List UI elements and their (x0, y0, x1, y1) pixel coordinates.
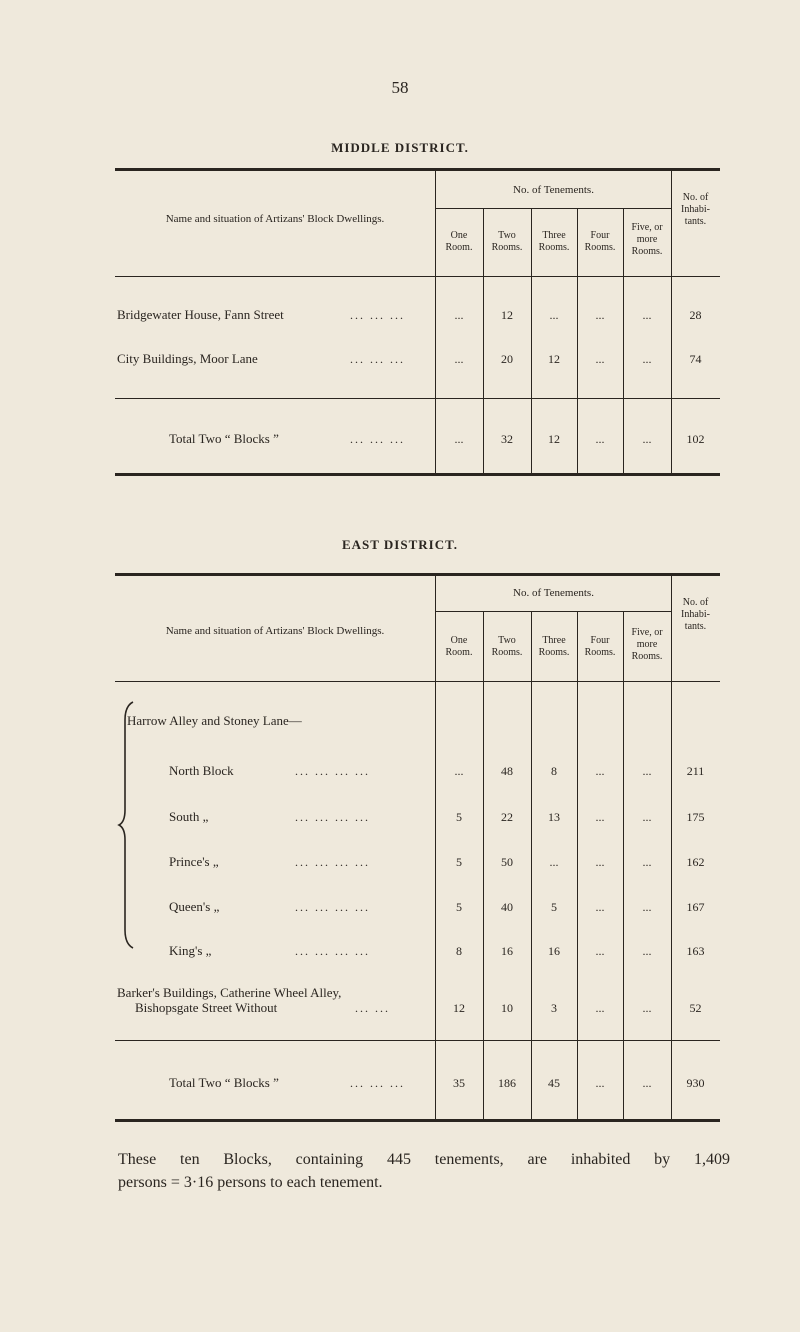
leader-dots: ... ... ... (350, 432, 405, 446)
table-bottom-rule (115, 1119, 720, 1122)
summary-line-2: persons = 3·16 persons to each tenement. (118, 1174, 383, 1191)
leader-dots: ... ... ... (350, 352, 405, 366)
cell-inhabitants: 162 (686, 855, 705, 869)
header-five-rooms: Five, or more Rooms. (631, 222, 663, 257)
total-four-rooms: ... (595, 432, 605, 446)
cell-four-rooms: ... (595, 810, 605, 824)
cell-two-rooms: 50 (501, 855, 513, 869)
cell-five-rooms: ... (642, 810, 652, 824)
cell-three-rooms: 16 (548, 944, 560, 958)
table-row-name: South „ (169, 809, 209, 824)
total-five-rooms: ... (642, 1076, 652, 1090)
table-row-name: Prince's „ (169, 854, 219, 869)
cell-four-rooms: ... (595, 1001, 605, 1015)
table-row-name: City Buildings, Moor Lane (117, 351, 258, 366)
header-three-rooms: Three Rooms. (538, 635, 570, 658)
cell-one-room: 5 (456, 810, 462, 824)
header-inhabitants: No. of Inhabi- tants. (681, 192, 710, 227)
header-one-room: One Room. (445, 635, 473, 658)
leader-dots: ... ... ... (350, 1076, 405, 1090)
cell-five-rooms: ... (642, 855, 652, 869)
table-row-name-continued: Bishopsgate Street Without (135, 1000, 278, 1015)
cell-three-rooms: 13 (548, 810, 560, 824)
cell-two-rooms: 12 (501, 308, 513, 322)
total-row-name: Total Two “ Blocks ” (169, 431, 279, 446)
east-district-table (115, 573, 720, 1125)
total-row-name: Total Two “ Blocks ” (169, 1075, 279, 1090)
cell-four-rooms: ... (595, 764, 605, 778)
cell-three-rooms: ... (549, 855, 559, 869)
cell-four-rooms: ... (595, 944, 605, 958)
table-row-name: Barker's Buildings, Catherine Wheel Alley, (117, 985, 342, 1000)
table-row-name: Queen's „ (169, 899, 220, 914)
cell-two-rooms: 40 (501, 900, 513, 914)
group-label: Harrow Alley and Stoney Lane— (127, 713, 302, 728)
table-row-name: North Block (169, 763, 234, 778)
header-four-rooms: Four Rooms. (584, 635, 616, 658)
middle-district-table (115, 168, 720, 480)
cell-five-rooms: ... (642, 900, 652, 914)
header-group-rule (435, 611, 671, 612)
cell-two-rooms: 10 (501, 1001, 513, 1015)
leader-dots: ... ... ... ... (295, 810, 370, 824)
total-rule (115, 398, 720, 399)
cell-three-rooms: 3 (551, 1001, 557, 1015)
cell-inhabitants: 167 (686, 900, 705, 914)
header-bottom-rule (115, 681, 720, 682)
total-three-rooms: 45 (548, 1076, 560, 1090)
header-four-rooms: Four Rooms. (584, 230, 616, 253)
cell-inhabitants: 163 (686, 944, 705, 958)
table-top-rule (115, 573, 720, 576)
cell-two-rooms: 20 (501, 352, 513, 366)
cell-five-rooms: ... (642, 352, 652, 366)
cell-one-room: 8 (456, 944, 462, 958)
total-four-rooms: ... (595, 1076, 605, 1090)
header-five-rooms: Five, or more Rooms. (631, 627, 663, 662)
cell-three-rooms: 8 (551, 764, 557, 778)
cell-one-room: ... (454, 352, 464, 366)
cell-one-room: 5 (456, 900, 462, 914)
total-inhabitants: 930 (686, 1076, 705, 1090)
table-row-name: King's „ (169, 943, 212, 958)
cell-three-rooms: 5 (551, 900, 557, 914)
leader-dots: ... ... ... ... (295, 855, 370, 869)
cell-two-rooms: 48 (501, 764, 513, 778)
summary-line-1: These ten Blocks, containing 445 tenements, are inhabited by 1,409 (118, 1151, 730, 1168)
total-two-rooms: 32 (501, 432, 513, 446)
header-name-column: Name and situation of Artizans' Block Dwellings. (165, 625, 385, 637)
total-one-room: 35 (453, 1076, 465, 1090)
total-inhabitants: 102 (686, 432, 705, 446)
table-top-rule (115, 168, 720, 171)
table-row-name: Bridgewater House, Fann Street (117, 307, 284, 322)
header-inhabitants: No. of Inhabi- tants. (681, 597, 710, 632)
middle-district-title: MIDDLE DISTRICT. (331, 140, 469, 155)
total-three-rooms: 12 (548, 432, 560, 446)
cell-four-rooms: ... (595, 352, 605, 366)
leader-dots: ... ... ... ... (295, 944, 370, 958)
header-group-rule (435, 208, 671, 209)
leader-dots: ... ... ... ... (295, 900, 370, 914)
total-one-room: ... (454, 432, 464, 446)
table-bottom-rule (115, 473, 720, 476)
cell-one-room: ... (454, 764, 464, 778)
cell-two-rooms: 22 (501, 810, 513, 824)
header-two-rooms: Two Rooms. (491, 230, 523, 253)
column-divider (671, 576, 672, 1119)
cell-four-rooms: ... (595, 855, 605, 869)
cell-four-rooms: ... (595, 308, 605, 322)
cell-one-room: ... (454, 308, 464, 322)
east-district-title: EAST DISTRICT. (341, 537, 459, 552)
total-rule (115, 1040, 720, 1041)
cell-two-rooms: 16 (501, 944, 513, 958)
cell-four-rooms: ... (595, 900, 605, 914)
cell-five-rooms: ... (642, 944, 652, 958)
cell-five-rooms: ... (642, 1001, 652, 1015)
cell-three-rooms: 12 (548, 352, 560, 366)
cell-inhabitants: 28 (689, 308, 702, 322)
cell-inhabitants: 211 (686, 764, 705, 778)
leader-dots: ... ... ... (350, 308, 405, 322)
header-bottom-rule (115, 276, 720, 277)
leader-dots: ... ... ... ... (295, 764, 370, 778)
cell-five-rooms: ... (642, 764, 652, 778)
header-three-rooms: Three Rooms. (538, 230, 570, 253)
cell-one-room: 12 (453, 1001, 465, 1015)
total-five-rooms: ... (642, 432, 652, 446)
header-two-rooms: Two Rooms. (491, 635, 523, 658)
cell-three-rooms: ... (549, 308, 559, 322)
cell-five-rooms: ... (642, 308, 652, 322)
leader-dots: ... ... (355, 1001, 390, 1015)
header-one-room: One Room. (445, 230, 473, 253)
cell-inhabitants: 74 (689, 352, 702, 366)
header-tenements: No. of Tenements. (513, 184, 594, 196)
cell-inhabitants: 52 (689, 1001, 702, 1015)
header-tenements: No. of Tenements. (513, 587, 594, 599)
summary-paragraph (118, 1148, 730, 1194)
cell-inhabitants: 175 (686, 810, 705, 824)
header-name-column: Name and situation of Artizans' Block Dwellings. (165, 213, 385, 225)
total-two-rooms: 186 (498, 1076, 516, 1090)
page-number: 58 (391, 78, 409, 97)
group-brace (117, 700, 141, 950)
cell-one-room: 5 (456, 855, 462, 869)
